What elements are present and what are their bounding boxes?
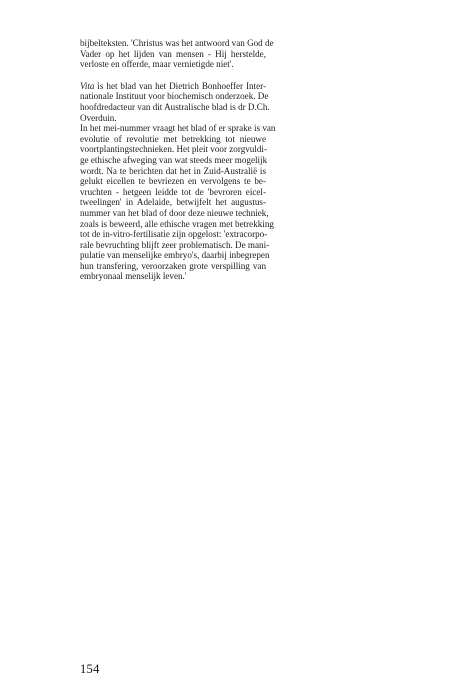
text-span: is het blad van het Dietrich Bonhoeffer Inter-	[94, 80, 266, 91]
text-line: hoofdredacteur van dit Australische blad is dr D.Ch.	[80, 101, 270, 112]
text-line: zoals is beweerd, alle ethische vragen met betrekking	[80, 218, 274, 229]
text-column	[80, 38, 276, 282]
text-line: bijbelteksten. 'Christus was het antwoord van God de	[80, 38, 274, 48]
text-line: hun transfering, veroorzaken grote verspilling van	[80, 260, 266, 271]
text-line: nationale Instituut voor biochemisch onderzoek. De	[80, 91, 269, 102]
text-line: Vader op het lijden van mensen - Hij herstelde,	[80, 48, 266, 59]
paragraph-1	[80, 38, 274, 70]
text-line: wordt. Na te berichten dat het in Zuid-Australië is	[80, 165, 266, 176]
text-line: vruchten - hetgeen leidde tot de 'bevroren eicel-	[80, 186, 266, 197]
journal-title: Vita	[80, 80, 95, 91]
text-line: Overduin.	[80, 112, 117, 123]
text-line: evolutie of revolutie met betrekking tot nieuwe	[80, 133, 266, 144]
text-line: nummer van het blad of door deze nieuwe techniek,	[80, 207, 269, 218]
page-number: 154	[80, 662, 100, 676]
text-line	[80, 81, 266, 92]
text-line: gelukt eicellen te bevriezen en vervolgens te be-	[80, 176, 266, 187]
text-line: voortplantingstechnieken. Het pleit voor zorgvuldi-	[80, 144, 267, 155]
paragraph-3	[80, 123, 276, 282]
paragraph-gap	[80, 70, 266, 81]
text-line: pulatie van menselijke embryo's, daarbij inbegrepen	[80, 250, 270, 261]
text-line: embryonaal menselijk leven.'	[80, 271, 187, 282]
text-line: In het mei-nummer vraagt het blad of er sprake is van	[80, 123, 276, 134]
text-line: tot de in-vitro-fertilisatie zijn opgelost: 'extracorpo-	[80, 229, 268, 240]
paragraph-2	[80, 80, 270, 123]
text-line: verloste en offerde, maar vernietigde niet'.	[80, 59, 234, 70]
text-line: ge ethische afweging van wat steeds meer mogelijk	[80, 154, 268, 165]
text-line: rale bevruchting blijft zeer problematisch. De mani-	[80, 239, 270, 250]
text-line: tweelingen' in Adelaide, betwijfelt het augustus-	[80, 197, 266, 208]
